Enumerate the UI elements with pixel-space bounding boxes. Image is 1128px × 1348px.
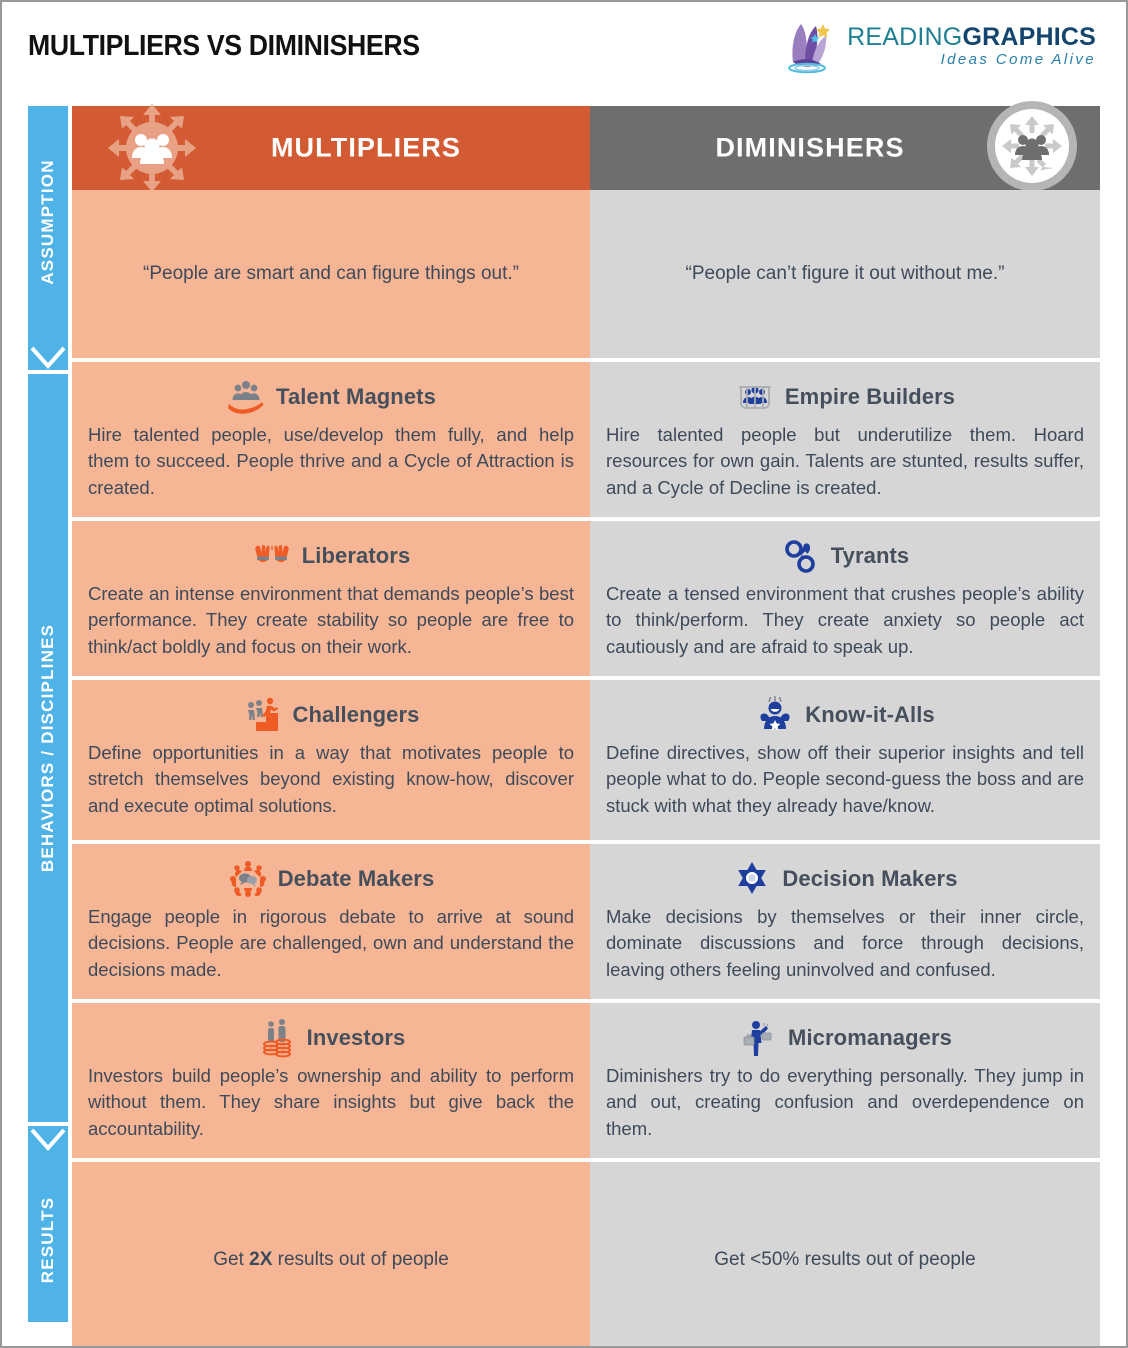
discipline-text: Diminishers try to do everything personally. They jump in and out, creating confusion and overdependence on them. bbox=[606, 1065, 1084, 1139]
multipliers-assumption-text: “People are smart and can figure things out.” bbox=[143, 263, 519, 284]
discipline-cell-decision-makers bbox=[590, 844, 1100, 999]
chevron-down-icon bbox=[28, 346, 68, 372]
discipline-name: Debate Makers bbox=[277, 866, 435, 891]
assumption-row bbox=[72, 190, 1100, 358]
discipline-cell-empire-builders bbox=[590, 362, 1100, 517]
rail-assumption-label: ASSUMPTION bbox=[38, 159, 57, 285]
rail-assumption bbox=[28, 106, 68, 370]
discipline-name: Tyrants bbox=[830, 543, 910, 568]
discipline-cell-talent-magnets bbox=[72, 362, 590, 517]
people-climbing-stairs-icon bbox=[242, 695, 282, 735]
people-on-coin-stacks-icon bbox=[257, 1018, 297, 1058]
discipline-cell-investors bbox=[72, 1003, 590, 1158]
discipline-name: Empire Builders bbox=[784, 384, 956, 409]
boastful-superhero-icon bbox=[755, 695, 795, 735]
rail-results bbox=[28, 1126, 68, 1322]
logo-tagline: Ideas Come Alive bbox=[940, 51, 1096, 69]
discipline-row bbox=[72, 1003, 1100, 1158]
discipline-text: Hire talented people, use/develop them fully, and help them to succeed. People thrive and a Cycle of Attraction is created. bbox=[88, 424, 574, 498]
discipline-text: Define opportunities in a way that motivates people to stretch themselves beyond existing know-how, discover and execute optimal solutions. bbox=[88, 742, 574, 816]
discipline-row bbox=[72, 521, 1100, 676]
discipline-name: Liberators bbox=[301, 543, 411, 568]
discipline-name: Investors bbox=[306, 1025, 406, 1050]
discipline-cell-tyrants bbox=[590, 521, 1100, 676]
diminishers-result-text: Get <50% results out of people bbox=[714, 1249, 976, 1270]
people-circle-speech-bubbles-icon bbox=[228, 859, 268, 899]
diminishers-title: DIMINISHERS bbox=[715, 132, 905, 163]
result-highlight: 2X bbox=[249, 1249, 273, 1270]
logo-word-graphics: GRAPHICS bbox=[962, 22, 1096, 51]
multipliers-assumption-cell bbox=[72, 190, 590, 358]
logo-word-reading: READING bbox=[847, 22, 963, 51]
handcuffs-icon bbox=[781, 536, 821, 576]
comparison-grid bbox=[72, 106, 1100, 1348]
discipline-text: Investors build people’s ownership and ability to perform without them. They share insights but give back the accountability. bbox=[88, 1065, 574, 1139]
open-book-with-stars-logo-icon bbox=[785, 18, 839, 74]
discipline-row bbox=[72, 844, 1100, 999]
rail-behaviors-label: BEHAVIORS / DISCIPLINES bbox=[38, 623, 57, 873]
discipline-cell-liberators bbox=[72, 521, 590, 676]
discipline-name: Talent Magnets bbox=[276, 384, 436, 409]
discipline-cell-debate-makers bbox=[72, 844, 590, 999]
discipline-row bbox=[72, 680, 1100, 840]
multipliers-header-cell bbox=[72, 106, 590, 190]
multipliers-result-cell bbox=[72, 1162, 590, 1348]
person-with-briefcase-pointing-icon bbox=[738, 1018, 778, 1058]
discipline-text: Create an intense environment that demands people’s best performance. They create stability so people are free to think/act boldly and focus on their work. bbox=[88, 583, 574, 657]
logo-wordmark bbox=[847, 24, 1096, 68]
diminishers-header-cell bbox=[590, 106, 1100, 190]
diminishers-assumption-cell bbox=[590, 190, 1100, 358]
multipliers-result-text bbox=[72, 1249, 590, 1271]
discipline-name: Decision Makers bbox=[782, 866, 958, 891]
discipline-text: Make decisions by themselves or their inner circle, dominate discussions and force through decisions, leaving others feeling uninvolved and confused. bbox=[606, 906, 1084, 980]
grid-header-row bbox=[72, 106, 1100, 190]
sheriff-star-badge-icon bbox=[732, 859, 772, 899]
chevron-down-icon bbox=[28, 1128, 68, 1154]
discipline-name: Challengers bbox=[292, 702, 420, 727]
discipline-cell-challengers bbox=[72, 680, 590, 840]
diminishers-assumption-text: “People can’t figure it out without me.” bbox=[685, 263, 1005, 284]
readingraphics-logo bbox=[785, 18, 1096, 74]
caged-people-icon bbox=[735, 377, 775, 417]
result-prefix: Get bbox=[213, 1249, 250, 1270]
people-contracting-arrows-icon bbox=[986, 100, 1078, 192]
rail-behaviors bbox=[28, 374, 68, 1122]
page-header bbox=[2, 2, 1128, 98]
results-row bbox=[72, 1162, 1100, 1348]
discipline-name: Know-it-Alls bbox=[805, 702, 935, 727]
discipline-cell-know-it-alls bbox=[590, 680, 1100, 840]
breaking-chains-hands-icon bbox=[252, 536, 292, 576]
page-title: MULTIPLIERS VS DIMINISHERS bbox=[28, 30, 420, 62]
result-suffix: results out of people bbox=[272, 1249, 449, 1270]
discipline-cell-micromanagers bbox=[590, 1003, 1100, 1158]
discipline-text: Hire talented people but underutilize them. Hoard resources for own gain. Talents are stunted, results suffer, and a Cycle of Decline is created. bbox=[606, 424, 1084, 498]
multipliers-title: MULTIPLIERS bbox=[270, 132, 462, 163]
discipline-text: Define directives, show off their superior insights and tell people what to do. People second-guess the boss and are stuck with what they already have/know. bbox=[606, 742, 1084, 816]
discipline-text: Engage people in rigorous debate to arrive at sound decisions. People are challenged, own and understand the decisions made. bbox=[88, 906, 574, 980]
diminishers-result-cell bbox=[590, 1162, 1100, 1348]
discipline-name: Micromanagers bbox=[788, 1025, 952, 1050]
discipline-row bbox=[72, 362, 1100, 517]
hand-holding-people-icon bbox=[226, 377, 266, 417]
rail-results-label: RESULTS bbox=[38, 1196, 57, 1283]
discipline-text: Create a tensed environment that crushes people’s ability to think/perform. They create anxiety so people act cautiously and are afraid to speak up. bbox=[606, 583, 1084, 657]
